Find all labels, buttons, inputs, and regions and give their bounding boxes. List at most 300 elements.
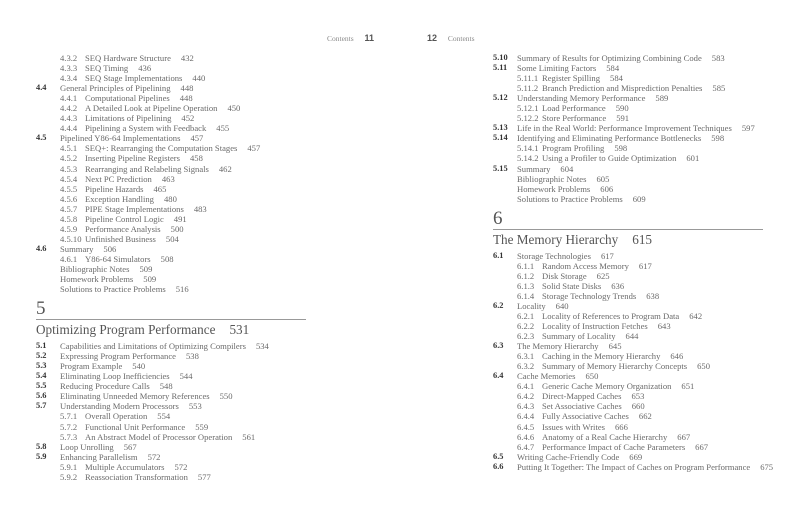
entry-page-number: 636 [611, 280, 625, 291]
toc-section-entry[interactable] [493, 63, 793, 73]
entry-title: Loop Unrolling [60, 441, 114, 452]
subsection-number: 6.4.7 [517, 441, 535, 452]
subsection-number: 5.7.3 [60, 431, 78, 442]
toc-misc-entry[interactable] [36, 274, 366, 284]
section-number: 6.4 [493, 371, 504, 381]
entry-title: Solutions to Practice Problems [60, 284, 166, 295]
entry-title: Direct-Mapped Caches [542, 391, 622, 402]
chapter-rule [493, 229, 763, 230]
chapter-rule [36, 319, 306, 320]
entry-title-line [60, 274, 156, 284]
entry-page-number: 452 [181, 113, 195, 124]
entry-page-number: 516 [175, 284, 189, 295]
entry-page-number: 598 [614, 143, 628, 154]
toc-subsection-entry[interactable] [493, 391, 793, 401]
entry-title-line [85, 224, 184, 234]
entry-title-line [517, 93, 668, 103]
entry-page-number: 458 [190, 153, 203, 164]
entry-page-number: 561 [242, 431, 256, 442]
entry-page-number: 584 [606, 63, 620, 74]
entry-page-number: 667 [695, 441, 709, 452]
entry-title: Storage Technologies [517, 250, 591, 261]
entry-title-line [542, 73, 623, 83]
chapter-number: 5 [36, 298, 46, 320]
subsection-number: 4.5.5 [60, 183, 78, 194]
entry-title-line [517, 371, 598, 381]
entry-title: Summary [517, 163, 551, 174]
toc-subsection-entry[interactable] [493, 281, 793, 291]
entry-page-number: 617 [600, 250, 614, 261]
entry-page-number: 643 [657, 321, 671, 332]
entry-title-line [542, 351, 683, 361]
subsection-number: 5.7.1 [60, 411, 78, 422]
entry-title: Storage Technology Trends [542, 290, 637, 301]
entry-title-line [517, 174, 609, 184]
right-page [400, 0, 800, 532]
entry-title-line [60, 133, 203, 143]
entry-page-number: 480 [163, 193, 177, 204]
section-number: 5.6 [36, 391, 47, 401]
entry-title: Understanding Modern Processors [60, 401, 179, 412]
entry-page-number: 609 [632, 193, 646, 204]
entry-page-number: 465 [153, 183, 167, 194]
entry-title: Bibliographic Notes [60, 263, 130, 274]
toc-section-entry[interactable] [493, 133, 793, 143]
toc-group [493, 251, 793, 472]
entry-title-line [542, 261, 652, 271]
toc-section-entry[interactable] [493, 452, 793, 462]
entry-page-number: 448 [180, 83, 194, 94]
entry-page-number: 450 [227, 103, 241, 114]
toc-section-entry[interactable] [36, 351, 366, 361]
toc-section-entry[interactable] [493, 301, 793, 311]
entry-page-number: 548 [159, 381, 173, 392]
entry-title-line [85, 174, 175, 184]
entry-page-number: 504 [165, 233, 179, 244]
toc-subsection-entry[interactable] [493, 271, 793, 281]
toc-subsection-entry[interactable] [493, 361, 793, 371]
toc-section-entry[interactable] [36, 371, 366, 381]
toc-list [493, 53, 793, 472]
toc-subsection-entry[interactable] [36, 411, 366, 421]
entry-title-line [542, 271, 610, 281]
entry-title: Random Access Memory [542, 260, 629, 271]
entry-title: Fully Associative Caches [542, 411, 629, 422]
entry-title: Summary [60, 243, 94, 254]
subsection-number: 6.2.1 [517, 310, 535, 321]
entry-page-number: 483 [193, 203, 207, 214]
entry-title-line [60, 351, 199, 361]
page-number: 12 [427, 33, 438, 43]
entry-page-number: 457 [247, 143, 261, 154]
toc-subsection-entry[interactable] [36, 113, 366, 123]
section-number: 4.6 [36, 243, 47, 253]
entry-title-line [517, 53, 725, 63]
entry-title-line [85, 194, 177, 204]
entry-page-number: 554 [157, 411, 171, 422]
entry-title-line [517, 133, 724, 143]
subsection-number: 5.9.1 [60, 461, 78, 472]
entry-page-number: 538 [185, 351, 199, 362]
toc-group [36, 53, 366, 294]
entry-page-number: 572 [174, 461, 188, 472]
entry-title: Understanding Memory Performance [517, 93, 646, 104]
entry-title-line [542, 311, 702, 321]
toc-subsection-entry[interactable] [493, 103, 793, 113]
entry-page-number: 662 [638, 411, 652, 422]
entry-title-line [85, 184, 166, 194]
entry-page-number: 605 [596, 173, 610, 184]
entry-title: Eliminating Unneeded Memory References [60, 391, 210, 402]
entry-title-line [542, 83, 725, 93]
entry-title: Caching in the Memory Hierarchy [542, 351, 661, 362]
toc-section-entry[interactable] [493, 123, 793, 133]
entry-title: Program Profiling [542, 143, 605, 154]
toc-subsection-entry[interactable] [493, 442, 793, 452]
entry-page-number: 653 [631, 391, 645, 402]
subsection-number: 4.3.2 [60, 53, 78, 63]
subsection-number: 4.3.4 [60, 73, 78, 84]
entry-page-number: 642 [689, 310, 703, 321]
entry-page-number: 604 [560, 163, 574, 174]
subsection-number: 5.14.2 [517, 153, 539, 164]
entry-title-line [542, 103, 629, 113]
entry-title: Functional Unit Performance [85, 421, 186, 432]
entry-title-line [542, 321, 671, 331]
toc-section-entry[interactable] [36, 391, 366, 401]
section-number: 5.5 [36, 381, 47, 391]
entry-title-line [542, 291, 659, 301]
entry-page-number: 544 [179, 371, 193, 382]
toc-subsection-entry[interactable] [493, 422, 793, 432]
toc-subsection-entry[interactable] [36, 153, 366, 163]
subsection-number: 4.4.3 [60, 113, 78, 124]
toc-misc-entry[interactable] [36, 284, 366, 294]
page-number: 11 [364, 33, 375, 43]
entry-title-line [85, 254, 174, 264]
entry-title-line [542, 432, 690, 442]
entry-page-number: 491 [173, 213, 187, 224]
toc-subsection-entry[interactable] [36, 73, 366, 83]
subsection-number: 6.4.6 [517, 431, 535, 442]
toc-section-entry[interactable] [36, 83, 366, 93]
entry-title-line [85, 462, 187, 472]
entry-title: Generic Cache Memory Organization [542, 381, 672, 392]
toc-misc-entry[interactable] [493, 174, 793, 184]
toc-subsection-entry[interactable] [493, 83, 793, 93]
toc-subsection-entry[interactable] [493, 113, 793, 123]
entry-title-line [60, 361, 145, 371]
running-head [327, 33, 374, 43]
entry-title-line [517, 63, 619, 73]
entry-title: Homework Problems [60, 274, 134, 285]
subsection-number: 5.11.1 [517, 73, 539, 84]
section-number: 5.12 [493, 93, 508, 103]
section-number: 6.2 [493, 300, 504, 310]
entry-title: Locality of References to Program Data [542, 310, 680, 321]
toc-subsection-entry[interactable] [493, 381, 793, 391]
entry-page-number: 508 [160, 253, 174, 264]
subsection-number: 6.3.1 [517, 351, 535, 362]
toc-subsection-entry[interactable] [36, 432, 366, 442]
subsection-number: 4.6.1 [60, 253, 78, 264]
subsection-number: 4.5.10 [60, 233, 82, 244]
subsection-number: 6.4.1 [517, 381, 535, 392]
subsection-number: 5.11.2 [517, 83, 539, 94]
entry-title: Solutions to Practice Problems [517, 193, 623, 204]
toc-section-entry[interactable] [36, 133, 366, 143]
toc-subsection-entry[interactable] [493, 432, 793, 442]
toc-subsection-entry[interactable] [493, 411, 793, 421]
toc-section-entry[interactable] [36, 401, 366, 411]
entry-title-line [60, 401, 202, 411]
entry-page-number: 597 [741, 123, 755, 134]
entry-page-number: 462 [218, 163, 232, 174]
entry-page-number: 583 [711, 53, 725, 63]
entry-title-line [542, 113, 629, 123]
entry-title: Cache Memories [517, 371, 576, 382]
subsection-number: 4.5.8 [60, 213, 78, 224]
toc-section-entry[interactable] [36, 244, 366, 254]
toc-section-entry[interactable] [36, 442, 366, 452]
entry-title-line [85, 143, 260, 153]
subsection-number: 5.12.2 [517, 113, 539, 124]
entry-title-line [85, 73, 205, 83]
entry-title: Pipelining a System with Feedback [85, 123, 207, 134]
entry-title-line [60, 284, 189, 294]
section-number: 6.5 [493, 451, 504, 461]
subsection-number: 4.4.2 [60, 103, 78, 114]
chapter-number: 6 [493, 207, 503, 229]
toc-subsection-entry[interactable] [493, 331, 793, 341]
entry-title-line [517, 452, 642, 462]
toc-misc-entry[interactable] [36, 264, 366, 274]
subsection-number: 6.4.3 [517, 401, 535, 412]
running-head-label: Contents [327, 34, 354, 43]
entry-title-line [85, 153, 203, 163]
toc-group [36, 341, 366, 482]
toc-subsection-entry[interactable] [36, 254, 366, 264]
subsection-number: 4.5.6 [60, 193, 78, 204]
entry-title-line [517, 251, 614, 261]
entry-title: Capabilities and Limitations of Optimizing Compilers [60, 341, 246, 352]
entry-title: SEQ Stage Implementations [85, 73, 183, 84]
toc-subsection-entry[interactable] [493, 153, 793, 163]
entry-title-line [542, 442, 708, 452]
section-number: 5.3 [36, 361, 47, 371]
toc-subsection-entry[interactable] [36, 184, 366, 194]
toc-section-entry[interactable] [493, 164, 793, 174]
entry-page-number: 457 [190, 133, 204, 144]
entry-page-number: 584 [610, 73, 623, 84]
entry-page-number: 559 [195, 421, 209, 432]
entry-title: Summary of Memory Hierarchy Concepts [542, 361, 688, 372]
entry-title-line [517, 301, 569, 311]
entry-title-line [60, 244, 116, 254]
entry-title: Overall Operation [85, 411, 148, 422]
entry-title: PIPE Stage Implementations [85, 203, 184, 214]
entry-page-number: 534 [255, 341, 269, 352]
entry-page-number: 651 [681, 381, 695, 392]
section-number: 5.8 [36, 441, 47, 451]
subsection-number: 6.4.5 [517, 421, 535, 432]
entry-title-line [60, 442, 137, 452]
entry-page-number: 638 [646, 290, 660, 301]
entry-title-line [517, 194, 646, 204]
entry-page-number: 553 [188, 401, 202, 412]
entry-page-number: 625 [596, 270, 610, 281]
entry-title-line [542, 391, 644, 401]
toc-subsection-entry[interactable] [493, 351, 793, 361]
entry-title: A Detailed Look at Pipeline Operation [85, 103, 218, 114]
toc-subsection-entry[interactable] [36, 103, 366, 113]
entry-page-number: 640 [555, 300, 569, 311]
section-number: 5.15 [493, 163, 508, 173]
entry-title: Next PC Prediction [85, 173, 152, 184]
toc-subsection-entry[interactable] [36, 204, 366, 214]
entry-title-line [85, 411, 170, 421]
entry-title: Writing Cache-Friendly Code [517, 451, 620, 462]
toc-subsection-entry[interactable] [493, 261, 793, 271]
subsection-number: 6.1.4 [517, 290, 535, 301]
entry-page-number: 500 [170, 223, 184, 234]
toc-section-entry[interactable] [493, 462, 793, 472]
entry-title: Performance Impact of Cache Parameters [542, 441, 686, 452]
entry-title: Program Example [60, 361, 123, 372]
entry-page-number: 506 [103, 243, 117, 254]
toc-subsection-entry[interactable] [493, 401, 793, 411]
toc-section-entry[interactable] [493, 251, 793, 261]
running-head [427, 33, 475, 43]
subsection-number: 4.5.2 [60, 153, 78, 164]
toc-subsection-entry[interactable] [36, 472, 366, 482]
toc-section-entry[interactable] [36, 381, 366, 391]
entry-page-number: 448 [179, 93, 193, 104]
toc-subsection-entry[interactable] [36, 164, 366, 174]
entry-page-number: 572 [147, 451, 161, 462]
entry-title-line [85, 53, 194, 63]
entry-title-line [517, 164, 573, 174]
toc-subsection-entry[interactable] [36, 194, 366, 204]
entry-title: Unfinished Business [85, 233, 156, 244]
entry-title-line [60, 381, 173, 391]
entry-title-line [85, 204, 207, 214]
section-number: 5.10 [493, 53, 508, 62]
entry-title-line [60, 371, 193, 381]
toc-subsection-entry[interactable] [493, 321, 793, 331]
toc-section-entry[interactable] [36, 452, 366, 462]
toc-subsection-entry[interactable] [36, 224, 366, 234]
entry-title: Some Limiting Factors [517, 63, 597, 74]
entry-title-line [542, 143, 627, 153]
entry-title: Pipeline Control Logic [85, 213, 164, 224]
toc-section-entry[interactable] [493, 93, 793, 103]
toc-subsection-entry[interactable] [36, 63, 366, 73]
chapter-title-line[interactable] [36, 322, 366, 338]
entry-title: Putting It Together: The Impact of Caches on Program Performance [517, 461, 751, 472]
toc-misc-entry[interactable] [493, 184, 793, 194]
entry-title: Y86-64 Simulators [85, 253, 151, 264]
toc-section-entry[interactable] [493, 341, 793, 351]
chapter-page: 531 [229, 322, 250, 338]
toc-subsection-entry[interactable] [36, 422, 366, 432]
entry-page-number: 667 [677, 431, 691, 442]
toc-section-entry[interactable] [493, 371, 793, 381]
section-number: 5.7 [36, 401, 47, 411]
section-number: 6.1 [493, 250, 504, 260]
entry-title-line [517, 462, 773, 472]
entry-title: Expressing Program Performance [60, 351, 176, 362]
toc-subsection-entry[interactable] [493, 291, 793, 301]
entry-page-number: 585 [712, 83, 726, 94]
entry-title-line [542, 281, 624, 291]
toc-section-entry[interactable] [36, 341, 366, 351]
entry-page-number: 650 [585, 371, 599, 382]
entry-title: Store Performance [542, 113, 607, 124]
toc-subsection-entry[interactable] [36, 174, 366, 184]
toc-subsection-entry[interactable] [36, 462, 366, 472]
toc-subsection-entry[interactable] [36, 93, 366, 103]
toc-subsection-entry[interactable] [36, 143, 366, 153]
entry-page-number: 432 [180, 53, 194, 63]
toc-subsection-entry[interactable] [493, 73, 793, 83]
entry-page-number: 606 [600, 183, 614, 194]
chapter-title-line[interactable] [493, 232, 793, 248]
section-number: 5.13 [493, 123, 508, 133]
subsection-number: 6.4.4 [517, 411, 535, 422]
entry-page-number: 669 [629, 451, 643, 462]
entry-title: An Abstract Model of Processor Operation [85, 431, 233, 442]
entry-title-line [85, 234, 179, 244]
subsection-number: 6.1.1 [517, 260, 535, 271]
entry-title-line [60, 264, 152, 274]
toc-subsection-entry[interactable] [36, 123, 366, 133]
toc-section-entry[interactable] [36, 361, 366, 371]
entry-title: Locality [517, 300, 546, 311]
section-number: 5.9 [36, 451, 47, 461]
entry-page-number: 440 [192, 73, 206, 84]
toc-section-entry[interactable] [493, 53, 793, 63]
entry-title: Anatomy of a Real Cache Hierarchy [542, 431, 668, 442]
toc-subsection-entry[interactable] [493, 143, 793, 153]
subsection-number: 4.4.4 [60, 123, 78, 134]
entry-title: Life in the Real World: Performance Improvement Techniques [517, 123, 732, 134]
entry-title-line [542, 381, 694, 391]
entry-title: SEQ+: Rearranging the Computation Stages [85, 143, 238, 154]
entry-title: Rearranging and Relabeling Signals [85, 163, 209, 174]
running-head-label: Contents [447, 34, 475, 43]
toc-subsection-entry[interactable] [36, 53, 366, 63]
entry-page-number: 567 [123, 441, 137, 452]
entry-title: Register Spilling [542, 73, 601, 84]
entry-title: Disk Storage [542, 270, 587, 281]
entry-title-line [85, 422, 208, 432]
entry-title-line [542, 401, 645, 411]
subsection-number: 6.4.2 [517, 391, 535, 402]
entry-title-line [517, 123, 755, 133]
entry-title: Reducing Procedure Calls [60, 381, 150, 392]
entry-title-line [542, 411, 652, 421]
toc-subsection-entry[interactable] [493, 311, 793, 321]
entry-title: Enhancing Parallelism [60, 451, 138, 462]
entry-title: Pipelined Y86-64 Implementations [60, 133, 181, 144]
entry-title: Set Associative Caches [542, 401, 622, 412]
entry-title: Issues with Writes [542, 421, 605, 432]
entry-title: Branch Prediction and Misprediction Penalties [542, 83, 703, 94]
toc-misc-entry[interactable] [493, 194, 793, 204]
toc-subsection-entry[interactable] [36, 234, 366, 244]
toc-subsection-entry[interactable] [36, 214, 366, 224]
